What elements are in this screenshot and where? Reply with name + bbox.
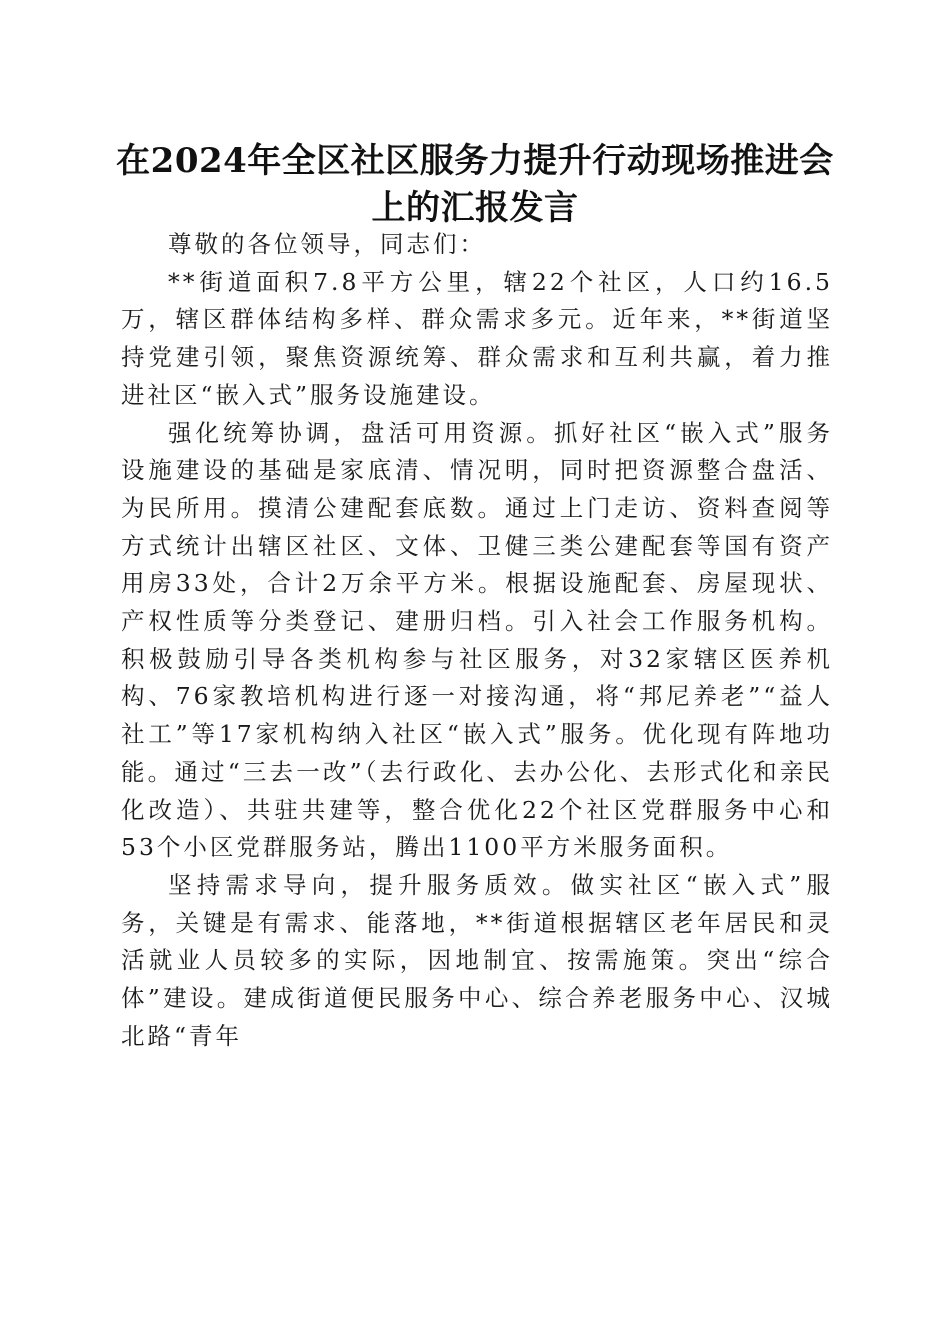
paragraph-demand: 坚持需求导向，提升服务质效。做实社区“嵌入式”服务，关键是有需求、能落地，**街道根据辖区老年居民和灵活就业人员较多的实际，因地制宜、按需施策。突出“综合体”建设。建成街道便民服务中心、综合养老服务中心、汉城北路“青年: [121, 870, 833, 1050]
document-body: [121, 226, 833, 1055]
document-title: 在2024年全区社区服务力提升行动现场推进会上的汇报发言: [116, 141, 834, 228]
paragraph-overview: **街道面积7.8平方公里，辖22个社区，人口约16.5万，辖区群体结构多样、群众需求多元。近年来，**街道坚持党建引领，聚焦资源统筹、群众需求和互利共赢，着力推进社区“嵌入式”服务设施建设。: [121, 267, 833, 409]
paragraph-resources: 强化统筹协调，盘活可用资源。抓好社区“嵌入式”服务设施建设的基础是家底清、情况明，同时把资源整合盘活、为民所用。摸清公建配套底数。通过上门走访、资料查阅等方式统计出辖区社区、文体、卫健三类公建配套等国有资产用房33处，合计2万余平方米。根据设施配套、房屋现状、产权性质等分类登记、建册归档。引入社会工作服务机构。积极鼓励引导各类机构参与社区服务，对32家辖区医养机构、76家教培机构进行逐一对接沟通，将“邦尼养老”“益人社工”等17家机构纳入社区“嵌入式”服务。优化现有阵地功能。通过“三去一改”（去行政化、去办公化、去形式化和亲民化改造）、共驻共建等，整合优化22个社区党群服务中心和53个小区党群服务站，腾出1100平方米服务面积。: [121, 418, 833, 862]
salutation: 尊敬的各位领导，同志们：: [168, 230, 486, 258]
